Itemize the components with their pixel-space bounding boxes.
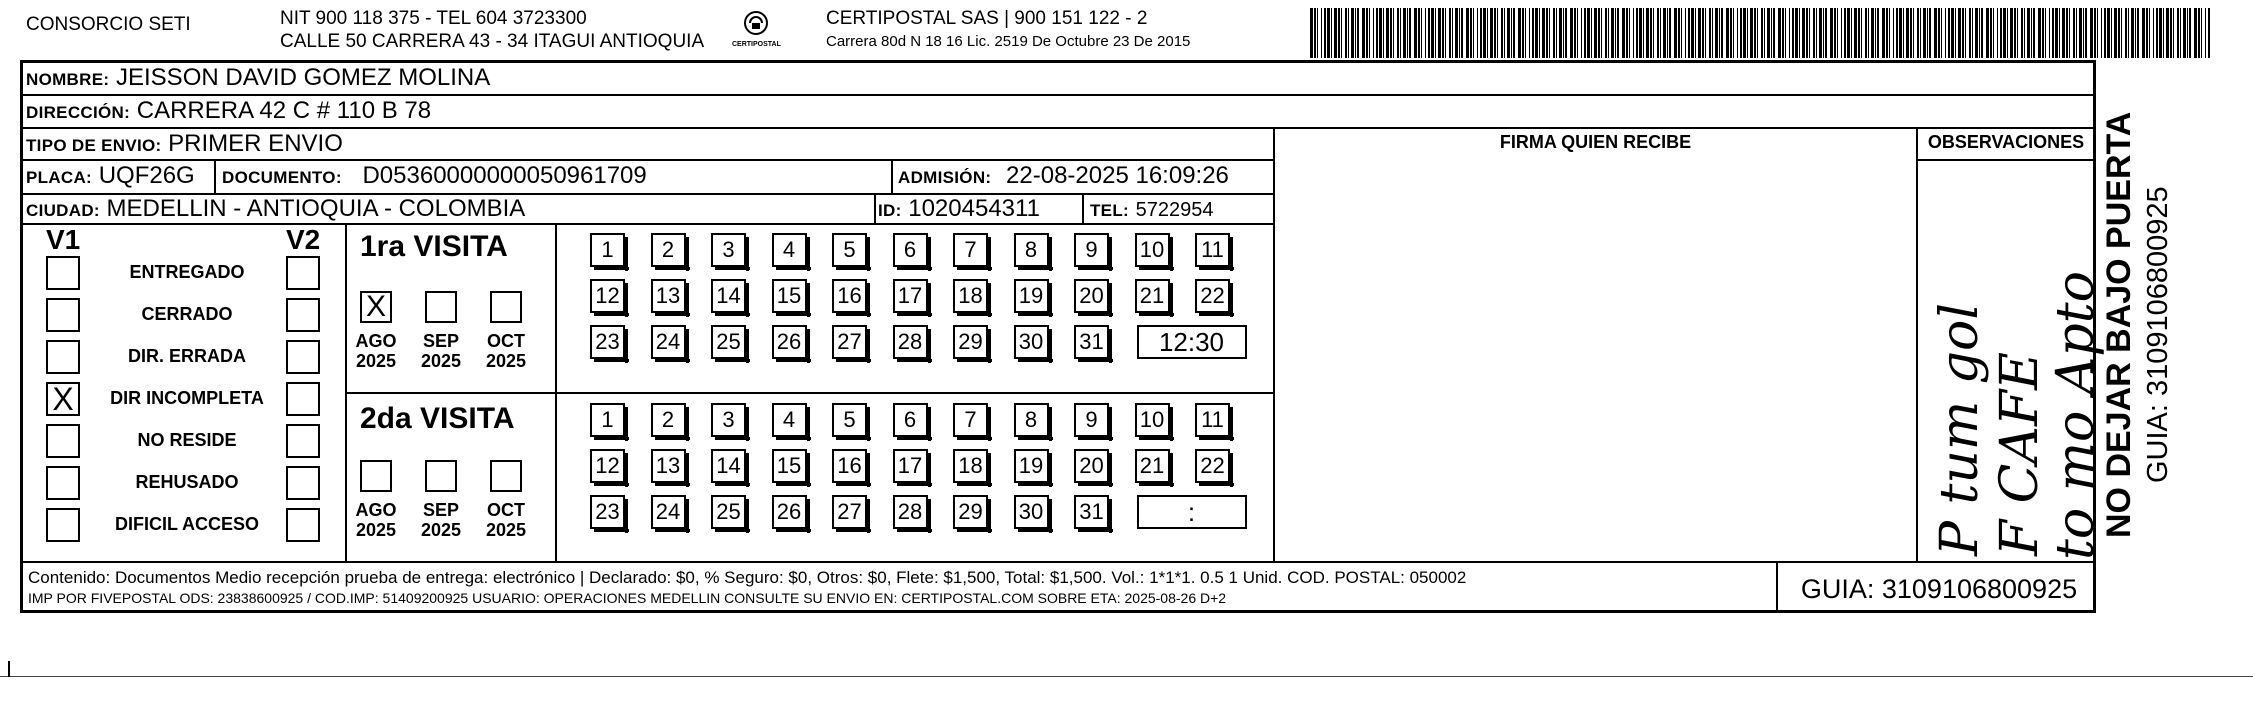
day-box[interactable]: 27 <box>832 495 867 529</box>
day-box[interactable]: 27 <box>832 325 867 359</box>
observacion-line-2: F CAFE <box>1990 352 2050 556</box>
month-checkbox[interactable] <box>490 460 522 492</box>
address-line: CALLE 50 CARRERA 43 - 34 ITAGUI ANTIOQUIA <box>280 31 705 52</box>
month-checkbox[interactable] <box>425 460 457 492</box>
day-box[interactable]: 12 <box>590 279 625 313</box>
day-box[interactable]: 21 <box>1135 449 1170 483</box>
check-mark: X <box>365 290 386 323</box>
contenido-text: Contenido: Documentos Medio recepción prueba de entrega: electrónico | Declarado: $0, % Seguro: $0, Otros: $0, Flete: $1,500, Total: $1,500. Vol.: 1*1*1. 0.5 1 Unid. COD. POSTAL: 050002 <box>28 568 1467 587</box>
day-box[interactable]: 23 <box>590 325 625 359</box>
status-option-label: DIR INCOMPLETA <box>110 388 264 408</box>
day-box[interactable]: 8 <box>1014 233 1049 267</box>
day-box[interactable]: 1 <box>590 403 625 437</box>
day-box[interactable]: 8 <box>1014 403 1049 437</box>
v1-checkbox[interactable] <box>46 424 80 458</box>
day-box[interactable]: 7 <box>953 403 988 437</box>
observacion-line-1: P tum gol <box>1930 303 1990 556</box>
day-box[interactable]: 22 <box>1195 449 1230 483</box>
day-box[interactable]: 28 <box>893 325 928 359</box>
day-box[interactable]: 16 <box>832 279 867 313</box>
admision-row: ADMISIÓN: 22-08-2025 16:09:26 <box>898 162 1229 189</box>
documento-row: DOCUMENTO: D05360000000050961709 <box>222 162 647 189</box>
month-checkbox[interactable] <box>360 291 392 323</box>
day-box[interactable]: 13 <box>651 279 686 313</box>
month-label: SEP 2025 <box>420 500 462 540</box>
day-box[interactable]: 21 <box>1135 279 1170 313</box>
ciudad-value: MEDELLIN - ANTIOQUIA - COLOMBIA <box>106 195 526 222</box>
guia-side: GUIA: 3109106800925 <box>2142 186 2174 483</box>
day-box[interactable]: 17 <box>893 279 928 313</box>
day-box[interactable]: 25 <box>711 495 746 529</box>
v2-checkbox[interactable] <box>286 466 320 500</box>
first-visit-title: 1ra VISITA <box>360 230 508 263</box>
documento-value: D05360000000050961709 <box>362 162 647 189</box>
v2-checkbox[interactable] <box>286 340 320 374</box>
day-box[interactable]: 1 <box>590 233 625 267</box>
barcode <box>1310 8 2213 58</box>
day-box[interactable]: 24 <box>651 325 686 359</box>
v1-label: V1 <box>46 224 81 255</box>
tipo-envio-value: PRIMER ENVIO <box>168 130 343 157</box>
check-mark: X <box>52 381 74 417</box>
day-box[interactable]: 23 <box>590 495 625 529</box>
v2-checkbox[interactable] <box>286 256 320 290</box>
day-box[interactable]: 15 <box>772 449 807 483</box>
status-option-label: REHUSADO <box>135 472 239 492</box>
day-box[interactable]: 3 <box>711 403 746 437</box>
day-box[interactable]: 7 <box>953 233 988 267</box>
day-box[interactable]: 20 <box>1074 449 1109 483</box>
day-box[interactable]: 19 <box>1014 449 1049 483</box>
second-visit-title: 2da VISITA <box>360 402 515 435</box>
ciudad-row: CIUDAD: MEDELLIN - ANTIOQUIA - COLOMBIA <box>26 195 526 222</box>
status-option-label: CERRADO <box>141 304 233 324</box>
company-name: CONSORCIO SETI <box>26 14 191 35</box>
direccion-row: DIRECCIÓN: CARRERA 42 C # 110 B 78 <box>26 97 432 124</box>
day-box[interactable]: 19 <box>1014 279 1049 313</box>
day-box[interactable]: 25 <box>711 325 746 359</box>
day-box[interactable]: 30 <box>1014 325 1049 359</box>
time-box[interactable]: 12:30 <box>1137 325 1247 359</box>
month-checkbox[interactable] <box>360 460 392 492</box>
nombre-value: JEISSON DAVID GOMEZ MOLINA <box>116 64 491 91</box>
day-box[interactable]: 11 <box>1195 233 1230 267</box>
placa-value: UQF26G <box>98 162 195 189</box>
certipostal-line: CERTIPOSTAL SAS | 900 151 122 - 2 <box>826 8 1148 29</box>
day-box[interactable]: 2 <box>651 233 686 267</box>
month-checkbox[interactable] <box>490 291 522 323</box>
status-option-label: DIR. ERRADA <box>127 346 246 366</box>
month-label: OCT 2025 <box>485 331 527 371</box>
v1-checkbox[interactable] <box>46 466 80 500</box>
time-box[interactable]: : <box>1137 495 1247 529</box>
day-box[interactable]: 9 <box>1074 233 1109 267</box>
v1-checkbox[interactable] <box>46 256 80 290</box>
day-box[interactable]: 29 <box>953 325 988 359</box>
id-value: 1020454311 <box>908 195 1040 222</box>
month-label: AGO 2025 <box>355 500 397 540</box>
day-box[interactable]: 31 <box>1074 495 1109 529</box>
month-label: SEP 2025 <box>420 331 462 371</box>
day-box[interactable]: 11 <box>1195 403 1230 437</box>
month-label: OCT 2025 <box>485 500 527 540</box>
tel-row: TEL: 5722954 <box>1090 199 1214 221</box>
v1-checkbox[interactable] <box>46 382 80 416</box>
direccion-value: CARRERA 42 C # 110 B 78 <box>136 97 432 124</box>
day-box[interactable]: 17 <box>893 449 928 483</box>
license-line: Carrera 80d N 18 16 Lic. 2519 De Octubre 23 De 2015 <box>826 33 1191 50</box>
day-box[interactable]: 3 <box>711 233 746 267</box>
logo-icon <box>741 10 771 36</box>
day-box[interactable]: 10 <box>1135 233 1170 267</box>
tipo-envio-row: TIPO DE ENVIO: PRIMER ENVIO <box>26 130 343 157</box>
day-box[interactable]: 24 <box>651 495 686 529</box>
certipostal-logo: CERTIPOSTAL <box>732 10 780 50</box>
day-box[interactable]: 29 <box>953 495 988 529</box>
v1-checkbox[interactable] <box>46 298 80 332</box>
nombre-row: NOMBRE: JEISSON DAVID GOMEZ MOLINA <box>26 64 491 91</box>
observaciones-header: OBSERVACIONES <box>1927 132 2085 152</box>
v2-checkbox[interactable] <box>286 382 320 416</box>
admision-value: 22-08-2025 16:09:26 <box>1006 162 1229 189</box>
month-checkbox[interactable] <box>425 291 457 323</box>
tel-value: 5722954 <box>1135 199 1214 221</box>
day-box[interactable]: 14 <box>711 449 746 483</box>
day-box[interactable]: 26 <box>772 495 807 529</box>
day-box[interactable]: 12 <box>590 449 625 483</box>
day-box[interactable]: 6 <box>893 233 928 267</box>
imp-text: IMP POR FIVEPOSTAL ODS: 23838600925 / COD.IMP: 51409200925 USUARIO: OPERACIONES MEDELLIN CONSULTE SU ENVIO EN: CERTIPOSTAL.COM SOBRE ETA: 2025-08-26 D+2 <box>28 590 1227 606</box>
day-box[interactable]: 18 <box>953 279 988 313</box>
status-option-label: ENTREGADO <box>129 262 245 282</box>
day-box[interactable]: 28 <box>893 495 928 529</box>
day-box[interactable]: 10 <box>1135 403 1170 437</box>
day-box[interactable]: 30 <box>1014 495 1049 529</box>
day-box[interactable]: 4 <box>772 403 807 437</box>
day-box[interactable]: 5 <box>832 233 867 267</box>
month-label: AGO 2025 <box>355 331 397 371</box>
guia-footer: GUIA: 3109106800925 <box>1800 574 2078 604</box>
day-box[interactable]: 5 <box>832 403 867 437</box>
placa-row: PLACA: UQF26G <box>26 162 195 189</box>
day-box[interactable]: 16 <box>832 449 867 483</box>
nit-line: NIT 900 118 375 - TEL 604 3723300 <box>280 8 587 29</box>
day-box[interactable]: 26 <box>772 325 807 359</box>
day-box[interactable]: 4 <box>772 233 807 267</box>
v1-checkbox[interactable] <box>46 340 80 374</box>
day-box[interactable]: 14 <box>711 279 746 313</box>
status-option-label: DIFICIL ACCESO <box>114 514 259 534</box>
v2-checkbox[interactable] <box>286 298 320 332</box>
day-box[interactable]: 6 <box>893 403 928 437</box>
status-option-label: NO RESIDE <box>137 430 237 450</box>
day-box[interactable]: 13 <box>651 449 686 483</box>
day-box[interactable]: 31 <box>1074 325 1109 359</box>
day-box[interactable]: 15 <box>772 279 807 313</box>
day-box[interactable]: 9 <box>1074 403 1109 437</box>
id-row: ID: 1020454311 <box>878 195 1040 222</box>
no-dejar-bajo-puerta: NO DEJAR BAJO PUERTA <box>2100 111 2138 538</box>
v1-checkbox[interactable] <box>46 508 80 542</box>
v2-label: V2 <box>286 224 321 255</box>
day-box[interactable]: 20 <box>1074 279 1109 313</box>
day-box[interactable]: 18 <box>953 449 988 483</box>
v2-checkbox[interactable] <box>286 508 320 542</box>
day-box[interactable]: 2 <box>651 403 686 437</box>
day-box[interactable]: 22 <box>1195 279 1230 313</box>
firma-header: FIRMA QUIEN RECIBE <box>1499 132 1692 152</box>
observacion-line-3: to mo Apto <box>2046 271 2106 560</box>
v2-checkbox[interactable] <box>286 424 320 458</box>
